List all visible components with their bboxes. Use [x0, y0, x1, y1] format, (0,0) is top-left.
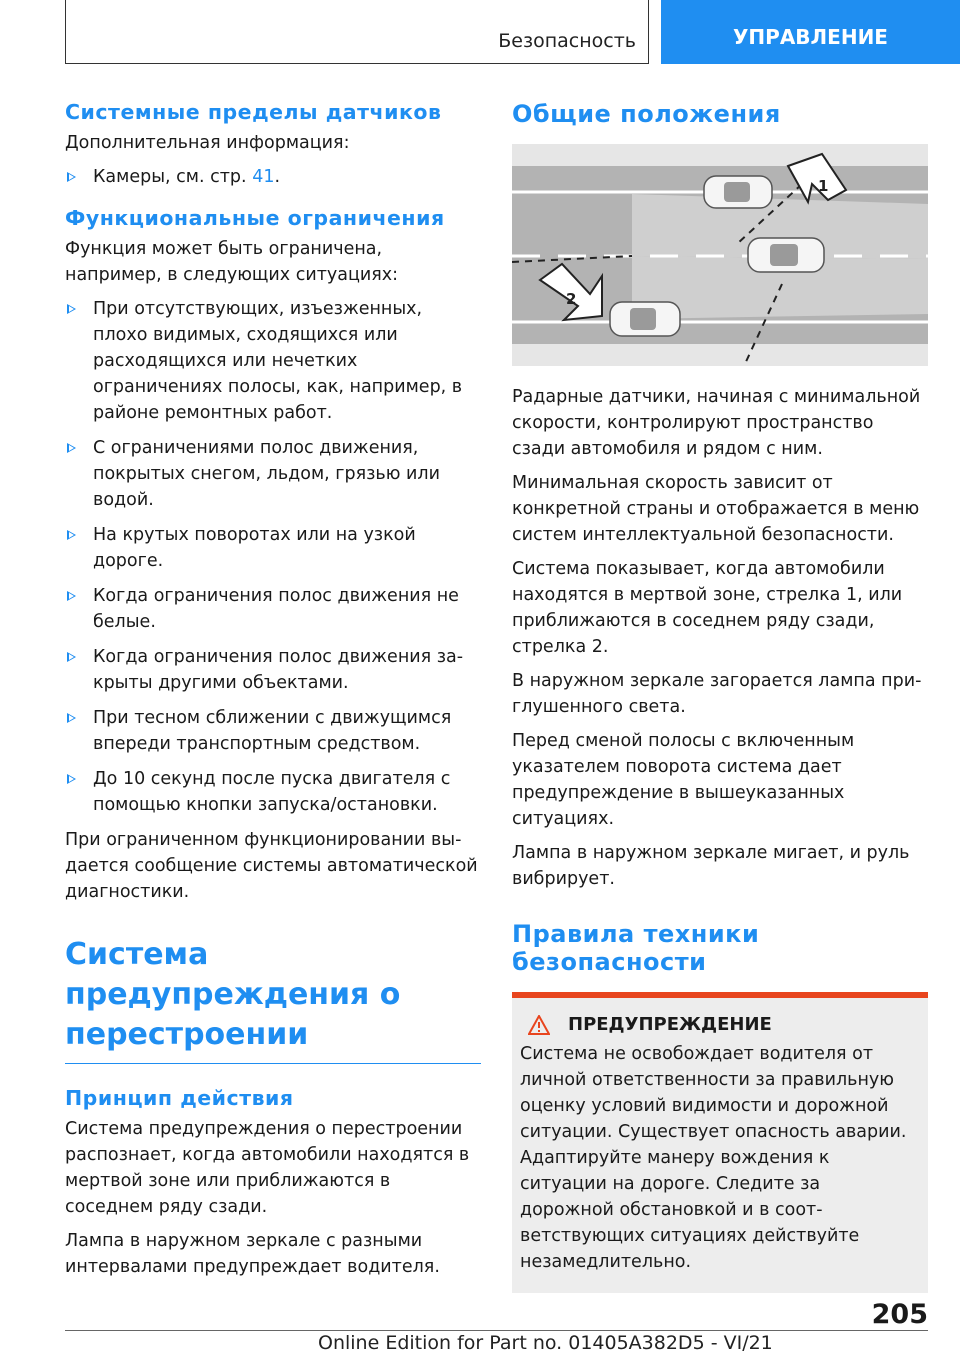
- list-item: [65, 164, 481, 190]
- header-section: Безопасность: [498, 30, 636, 52]
- bullet-text: До 10 секунд после пуска двигателя с помощью кнопки запуска/остановки.: [93, 769, 451, 815]
- bullet-triangle-icon: [67, 774, 76, 784]
- general-paragraph: В наружном зеркале загорается лампа приглушенного света.: [512, 671, 922, 717]
- footer-edition: Online Edition for Part no. 01405A382D5 - VI/21: [318, 1332, 773, 1354]
- bullet-triangle-icon: [67, 172, 76, 182]
- functional-limits-intro: Функция может быть ограничена, например, в следующих ситуациях:: [65, 239, 399, 285]
- bullet-triangle-icon: [67, 443, 76, 453]
- list-item: [65, 296, 481, 426]
- bullet-text: Камеры, см. стр.: [93, 167, 247, 187]
- list-item: [65, 766, 481, 818]
- bullet-triangle-icon: [67, 530, 76, 540]
- car-upper-lane: [704, 176, 772, 208]
- general-paragraph: Лампа в наружном зеркале мигает, и руль вибрирует.: [512, 843, 910, 889]
- list-item: [65, 522, 481, 574]
- header-chapter-tab[interactable]: УПРАВЛЕНИЕ: [661, 0, 960, 64]
- principle-title: Принцип действия: [65, 1086, 294, 1110]
- sensor-limits-title: Системные пределы датчиков: [65, 100, 442, 124]
- bullet-suffix: .: [274, 167, 281, 187]
- bullet-triangle-icon: [67, 652, 76, 662]
- bullet-triangle-icon: [67, 713, 76, 723]
- bullet-text: На крутых поворотах или на узкой дороге.: [93, 525, 416, 571]
- arrow-2-label: 2: [566, 290, 577, 308]
- list-item: [65, 583, 481, 635]
- bullet-text: Когда ограничения полос движения закрыты другими объектами.: [93, 647, 464, 693]
- warning-header: [520, 1014, 918, 1035]
- sensor-limits-intro: Дополнительная информация:: [65, 133, 350, 153]
- header-box: [65, 0, 649, 64]
- general-paragraph: Минимальная скорость зависит от конкретной страны и отображается в меню систем интеллектуальной безопасности.: [512, 473, 920, 545]
- left-column: [65, 100, 481, 1288]
- general-paragraph: Перед сменой полосы с включенным указателем поворота система дает предупреждение в вышеуказанных ситуациях.: [512, 731, 855, 829]
- list-item: [65, 435, 481, 513]
- functional-limits-outro: При ограниченном функционировании выдается сообщение системы автоматической диагностики.: [65, 830, 478, 902]
- car-own: [748, 238, 824, 272]
- bullet-text: При тесном сближении с движущимся впереди транспортным средством.: [93, 708, 452, 754]
- car-lower-lane: [610, 302, 680, 336]
- bullet-triangle-icon: [67, 304, 76, 314]
- sensor-limits-list: [65, 164, 481, 190]
- footer-divider: [65, 1330, 928, 1331]
- warning-text: Система не освобождает водителя от личной ответственности за правильную оценку условий видимости и дорожной ситуации. Существует опасность аварии. Адаптируйте манеру вождения к ситуации на дороге. Следите за дорожной обстановкой и в соответствующих ситуациях действуйте незамедлительно.: [520, 1044, 907, 1272]
- general-paragraph: Радарные датчики, начиная с минимальной скорости, контролируют пространство сзади автомобиля и рядом с ним.: [512, 387, 921, 459]
- functional-limits-list: [65, 296, 481, 818]
- bullet-text: При отсутствующих, изъезженных, плохо видимых, сходящихся или расходящихся или нечетких ограничениях полосы, как, например, в районе ремонтных работ.: [93, 299, 463, 423]
- warning-triangle-icon: [528, 1015, 550, 1035]
- page-number: 205: [871, 1299, 928, 1330]
- warning-box: [512, 998, 928, 1293]
- bullet-text: Когда ограничения полос движения не белые.: [93, 586, 459, 632]
- page-link[interactable]: 41: [252, 167, 275, 187]
- general-paragraph: Система показывает, когда автомобили находятся в мертвой зоне, стрелка 1, или приближаются в соседнем ряду сзади, стрелка 2.: [512, 559, 903, 657]
- lane-change-title: Система предупреждения о перестроении: [65, 935, 481, 1064]
- principle-paragraph-2: Лампа в наружном зеркале с разными интервалами предупреждает водителя.: [65, 1231, 440, 1277]
- right-column: [512, 100, 928, 1293]
- bullet-text: С ограничениями полос движения, покрытых снегом, льдом, грязью или водой.: [93, 438, 440, 510]
- list-item: [65, 644, 481, 696]
- functional-limits-title: Функциональные ограничения: [65, 206, 445, 230]
- lane-change-figure: [512, 144, 928, 366]
- arrow-1-label: 1: [818, 177, 829, 195]
- bullet-triangle-icon: [67, 591, 76, 601]
- safety-title: Правила техники безопасности: [512, 920, 760, 976]
- general-title: Общие положения: [512, 100, 781, 128]
- list-item: [65, 705, 481, 757]
- principle-paragraph-1: Система предупреждения о перестроении распознает, когда автомобили находятся в мертвой зоне или приближаются в соседнем ряду сзади.: [65, 1119, 470, 1217]
- warning-title: ПРЕДУПРЕЖДЕНИЕ: [568, 1014, 772, 1035]
